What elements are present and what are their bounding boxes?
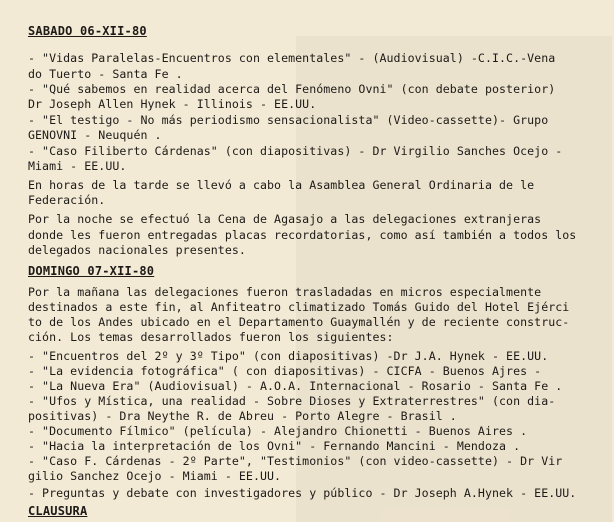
text-line: GENOVNI - Neuquén .: [28, 128, 162, 142]
text-line: Por la mañana las delegaciones fueron trasladadas en micros especialmente: [28, 285, 542, 299]
text-line: Por la noche se efectuó la Cena de Agasajo a las delegaciones extranjeras: [28, 212, 542, 226]
text-line: to de los Andes ubicado en el Departamento Guaymallén y de reciente construc-: [28, 315, 570, 329]
text-line: - "El testigo - No más periodismo sensacionalista" (Video-cassette)- Grupo: [28, 113, 549, 127]
section-heading-sabado: SABADO 06-XII-80: [28, 24, 147, 38]
text-line: En horas de la tarde se llevó a cabo la Asamblea General Ordinaria de le: [28, 178, 535, 192]
text-line: Federación.: [28, 193, 106, 207]
text-line: - "La Nueva Era" (Audiovisual) - A.O.A. Internacional - Rosario - Santa Fe .: [28, 379, 563, 393]
text-line: - "Ufos y Mística, una realidad - Sobre Dioses y Extraterrestres" (con dia-: [28, 394, 556, 408]
text-line: Miami - EE.UU.: [28, 159, 127, 173]
text-line: - "Hacia la interpretación de los Ovni" - Fernando Mancini - Mendoza .: [28, 439, 521, 453]
text-line: - "Encuentros del 2º y 3º Tipo" (con diapositivas) -Dr J.A. Hynek - EE.UU.: [28, 349, 549, 363]
text-line: - "Caso Filiberto Cárdenas" (con diapositivas) - Dr Virgilio Sanches Ocejo -: [28, 144, 563, 158]
text-line: - "Documento Fílmico" (película) - Alejandro Chionetti - Buenos Aires .: [28, 424, 528, 438]
text-line: - "Caso F. Cárdenas - 2º Parte", "Testimonios" (con video-cassette) - Dr Vir: [28, 454, 563, 468]
section-heading-domingo: DOMINGO 07-XII-80: [28, 264, 155, 278]
text-line: delegados nacionales presentes.: [28, 243, 246, 257]
text-line: - "Vidas Paralelas-Encuentros con elementales" - (Audiovisual) -C.I.C.-Vena: [28, 51, 556, 65]
text-line: ción. Los temas desarrollados fueron los siguientes:: [28, 330, 394, 344]
text-line: - "Qué sabemos en realidad acerca del Fenómeno Ovni" (con debate posterior): [28, 82, 556, 96]
text-line: destinados a este fin, al Anfiteatro climatizado Tomás Guido del Hotel Ejérci: [28, 300, 570, 314]
text-line: donde les fueron entregadas placas recordatorias, como así también a todos los: [28, 228, 577, 242]
text-line: gilio Sanchez Ocejo - Miami - EE.UU.: [28, 469, 282, 483]
text-line: Dr Joseph Allen Hynek - Illinois - EE.UU.: [28, 97, 317, 111]
text-line: do Tuerto - Santa Fe .: [28, 67, 183, 81]
text-line: - "La evidencia fotográfica" ( con diapositivas) - CICFA - Buenos Ajres -: [28, 364, 542, 378]
section-heading-clausura: CLAUSURA: [28, 504, 88, 518]
text-line: positivas) - Dra Neythe R. de Abreu - Porto Alegre - Brasil .: [28, 409, 457, 423]
text-line: - Preguntas y debate con investigadores y público - Dr Joseph A.Hynek - EE.UU.: [28, 486, 577, 500]
